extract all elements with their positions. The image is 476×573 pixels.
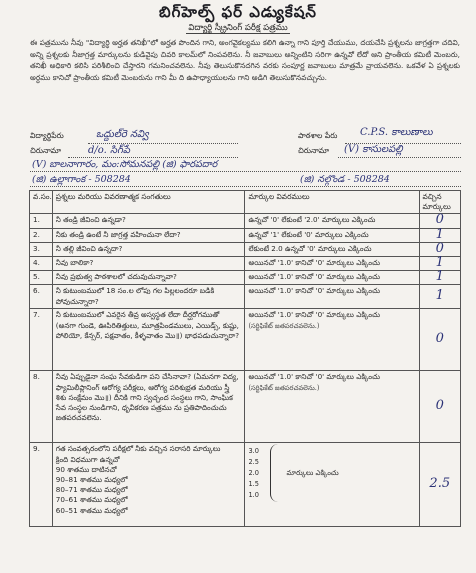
row-score[interactable]: 0 xyxy=(419,371,460,443)
address-line-2 xyxy=(30,186,461,187)
row-marks xyxy=(245,371,419,443)
row-marks: అయినచో '1.0' కానిచో '0' మార్కులు ఎక్కించు xyxy=(245,271,419,285)
table-row xyxy=(30,371,461,443)
row-question: నీ తండ్రి జీవించి ఉన్నడా? xyxy=(52,214,245,228)
row-question: నీవు బాలికా? xyxy=(52,257,245,271)
row-number: 1. xyxy=(30,214,53,228)
row-question: నీ కుటుంబములో ఎవరైన తీవ్ర అస్వస్థత లేదా దీర్ఘరోగముతో (అనగా గుండె, ఊపిరితిత్తులు, మూత్రపిండములు, ఎయిడ్స్, కుష్టు, పోలియో, కేన్సర్, పక్షవాతం, కీళ్ళవాతం మొ॥) భాధపడుచున్నారా? xyxy=(52,309,245,371)
address-line-1 xyxy=(30,171,461,172)
row-marks-text: మార్కులు ఎక్కించు xyxy=(286,469,339,478)
student-name-value[interactable]: ఒద్దుల్‌రె నవ్వి xyxy=(96,129,149,140)
row-question: నీవు ఏప్పుడైనా సంఘ సేవకుడిగా పని చేసినావా? (ఏమనగా విద్య, ఫ్యామిలీప్లానింగ్ ఆరోగ్య పరీక్షలు, ఆరోగ్య పరిశుభ్రత మరియు స్త్రీ శిశు సంక్షేమం మొ॥) దీనికి గాని స్వచ్ఛంద సంస్థలు గాని, సాంఘిక సేవ సంస్థల నుండిగాని, ధృవీకరణ పత్రము ను ప్రతిపాదించుచు జతపరచవలెను. xyxy=(52,371,245,443)
screening-table xyxy=(29,190,461,527)
row-marks-text: అయినచో '1.0' కానిచో '0' మార్కులు ఎక్కించు xyxy=(248,372,380,382)
table-row xyxy=(30,242,461,256)
grade-point: 1.0 xyxy=(248,491,259,500)
row-score[interactable]: 2.5 xyxy=(419,443,460,527)
table-row xyxy=(30,309,461,371)
certificate-note: (సర్టిఫికేట్ జతపరచవలెను.) xyxy=(248,383,320,392)
row-number: 4. xyxy=(30,257,53,271)
address-label: చిరునామా xyxy=(30,146,62,155)
row-score[interactable]: 1 xyxy=(419,285,460,309)
row-question: నీవు ప్రభుత్వ పాఠశాలలో చదువుచున్నావా? xyxy=(52,271,245,285)
row-number: 7. xyxy=(30,309,53,371)
form-title: బిగ్‌హెల్ప్ ఫర్ ఎడ్యుకేషన్ xyxy=(159,3,317,21)
row-question: నీకు తండ్రి ఉంటే నీ జాగ్రత్త వహించునా లేదా? xyxy=(52,228,245,242)
row-marks xyxy=(245,443,419,527)
table-row xyxy=(30,443,461,527)
grade-subtitle: క్రింది విధముగా ఉన్నచో xyxy=(55,454,120,464)
school-address-value[interactable]: (V) కాసులపల్లి xyxy=(344,144,403,155)
school-address-label: చిరునామా xyxy=(298,146,330,155)
row-marks: అయినచో '1.0' కానిచో '0' మార్కులు ఎక్కించు xyxy=(245,257,419,271)
address-line-1-value[interactable]: (V) బాలనాగారం, మం:సోమనపల్లి (జి) ఫారపదార xyxy=(32,159,218,170)
school-name-value[interactable]: C.P.S. కాలుణాలు xyxy=(360,127,433,138)
row-score[interactable]: 0 xyxy=(419,242,460,256)
grade-range: 80–71 శాతము మధ్యలో xyxy=(55,485,128,495)
certificate-note: (సర్టిఫికేట్ జతపరచవలెను.) xyxy=(248,321,320,330)
column-header-number: వ.సం. xyxy=(30,191,53,214)
grade-points-list xyxy=(248,444,415,504)
address-value[interactable]: d/o. సిగ్‌పే xyxy=(88,145,130,156)
instructions-paragraph: ఈ పత్రమును నీవు "విద్యార్థి అర్హత తనిఖీ"లో అర్హత పొందిన గాని, అంగవైకల్యము కలిగి ఉన్నా గాని పూర్తి చేయుము, దయచేసి ప్రశ్నలను జాగ్రత్తగా చదివి, అన్ని ప్రశ్నలకు నీజాగ్రత్త మార్కులను కుడివైపు చివరి కాలమ్‌లో నింపవలెను. నీ జవాబులు అన్నింటిని సరిగా ఉన్నవో లేదో ఆని ప్రాంతీయ కమిటీ మెంబరు, తనిఖీ అధికారి కలిసి పరిశీలించి చేస్తారని గమనించవలెను. నీవు తెలుసుకొనదగిన వరకు సంపూర్ణ జవాబులు మాత్రమే వ్రాయవలెను. ఒకవేళ ఏ ప్రశ్నలకు అర్థము కానిచో ప్రాంతీయ కమిటీ మెంబరును గాని మీ ది ఉపాధ్యాయులను గాని అడిగి తెలుసుకొనవచ్చును. xyxy=(30,38,460,82)
row-number: 3. xyxy=(30,242,53,256)
table-row xyxy=(30,257,461,271)
row-number: 5. xyxy=(30,271,53,285)
brace xyxy=(270,444,279,502)
table-header-row xyxy=(30,191,461,214)
grade-point: 3.0 xyxy=(248,447,259,456)
form-subtitle: విద్యార్థి స్క్రీనింగ్ పరీక్ష పత్రము xyxy=(188,23,288,33)
row-number: 8. xyxy=(30,371,53,443)
table-row xyxy=(30,228,461,242)
grade-point: 1.5 xyxy=(248,480,259,489)
table-row xyxy=(30,214,461,228)
row-score[interactable]: 0 xyxy=(419,309,460,371)
row-question xyxy=(52,443,245,527)
grade-point: 2.5 xyxy=(248,458,259,467)
column-header-question: ప్రశ్నలు మరియు వివరణాత్మక సంగతులు xyxy=(52,191,245,214)
student-name-label: విద్యార్థిపేరు xyxy=(30,131,64,140)
school-name-label: పాఠశాల పేరు xyxy=(298,131,338,140)
table-row xyxy=(30,271,461,285)
school-address-line xyxy=(338,157,461,158)
row-score[interactable]: 0 xyxy=(419,214,460,228)
grade-point: 2.0 xyxy=(248,469,259,478)
grade-range: 60–51 శాతము మధ్యలో xyxy=(55,505,128,515)
row-score[interactable]: 1 xyxy=(419,228,460,242)
row-marks-text: అయినచో '1.0' కానిచో '0' మార్కులు ఎక్కించు xyxy=(248,310,380,320)
column-header-marks: మార్కుల వివరములు xyxy=(245,191,419,214)
address-line-2-value[interactable]: (జి) ఉల్లాగాంక - 508284 xyxy=(32,174,131,185)
table-row xyxy=(30,285,461,309)
row-number: 6. xyxy=(30,285,53,309)
row-question: నీ కుటుంబములో 18 సం.ల లోపు గల పిల్లలందరూ బడికి పోవుచున్నారా? xyxy=(52,285,245,309)
row-marks: అయినచో '1.0' కానిచో '0' మార్కులు ఎక్కించు xyxy=(245,285,419,309)
row-marks xyxy=(245,309,419,371)
grade-range: 70–61 శాతము మధ్యలో xyxy=(55,495,128,505)
row-number: 9. xyxy=(30,443,53,527)
row-score[interactable]: 1 xyxy=(419,271,460,285)
grade-question: గత సంవత్సరంలోని పరీక్షలో నీకు వచ్చిన సరాసరి మార్కులు xyxy=(55,444,221,454)
row-score[interactable]: 1 xyxy=(419,257,460,271)
row-marks: ఉన్నచో '0' లేకుంటే '2.0' మార్కులు ఎక్కించు xyxy=(245,214,419,228)
school-address-line-2-value[interactable]: (జి) నల్గొండ - 508284 xyxy=(300,174,390,185)
column-header-score: వచ్చిన మార్కులు xyxy=(419,191,460,214)
row-question: నీ తల్లి జీవించి ఉన్నదా? xyxy=(52,242,245,256)
row-marks: లేకుంటే 2.0 ఉన్నచో '0' మార్కులు ఎక్కించు xyxy=(245,242,419,256)
row-marks: ఉన్నచో '1' లేకుంటే '0' మార్కులు ఎక్కించు xyxy=(245,228,419,242)
grade-range: 90–81 శాతము మధ్యలో xyxy=(55,475,128,485)
grade-range: 90 శాతము దాటినచో xyxy=(55,464,117,474)
row-number: 2. xyxy=(30,228,53,242)
